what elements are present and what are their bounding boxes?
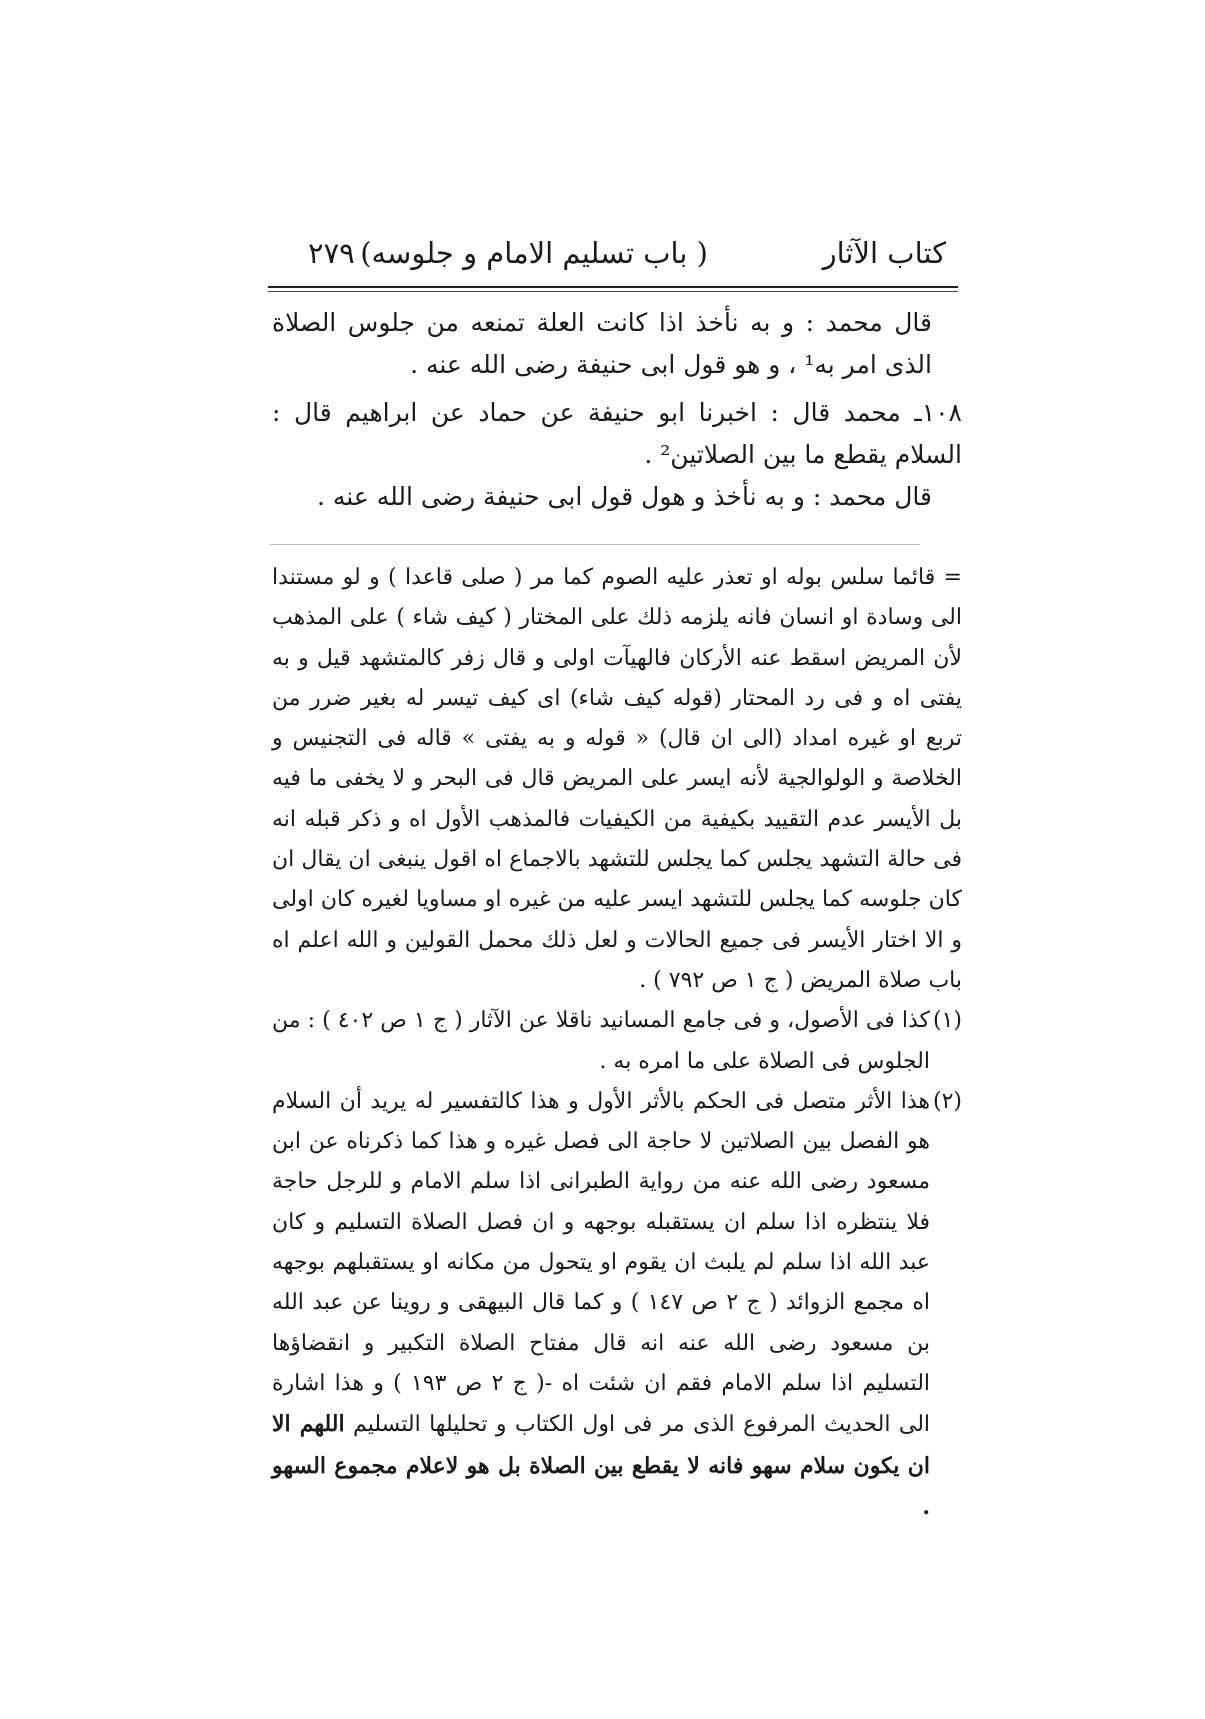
footnote-2-last-line: اللهم الا ان يكون سلام سهو فانه لا يقطع بين الصلاة بل هو لاعلام مجموع السهو . bbox=[272, 1411, 930, 1520]
footnote-2-text: هذا الأثر متصل فى الحكم بالأثر الأول و هذا كالتفسير له يريد أن السلام هو الفصل بين الصلاتين لا حاجة الى فصل غيره و هذا كما ذكرناه عن ابن مسعود رضى الله عنه من رواية الطبرانى اذا سلم الامام و للرجل حاجة فلا ينتظره اذا سلم ان يستقبله بوجهه و ان فصل الصلاة التسليم و كان عبد الله اذا سلم لم يلبث ان يقوم او يتحول من مكانه او يستقبلهم بوجهه اه مجمع الزوائد ( ج ٢ ص ١٤٧ ) و كما قال البيهقى و روينا عن عبد الله بن مسعود رضى الله عنه انه قال مفتاح الصلاة التكبير و انقضاؤها التسليم اذا سلم الامام فقم ان شئت اه -( ج ٢ ص ١٩٣ ) و هذا اشارة الى الحديث المرفوع الذى مر فى اول الكتاب و تحليلها التسليم bbox=[272, 1088, 931, 1438]
footnote-2 bbox=[272, 1082, 962, 1528]
paragraph-muhammad-statement: قال محمد : و به نأخذ اذا كانت العلة تمنعه من جلوس الصلاة الذى امر به¹ ، و هو قول ابى حنيفة رضى الله عنه . bbox=[272, 308, 932, 379]
book-title: كتاب الآثار bbox=[822, 236, 946, 270]
running-header bbox=[268, 236, 958, 284]
footnote-1 bbox=[272, 1001, 962, 1082]
footnotes bbox=[272, 558, 962, 1528]
main-text bbox=[272, 302, 962, 518]
footnote-1-number: (١) bbox=[932, 1008, 962, 1034]
footnote-divider bbox=[270, 544, 920, 545]
chapter-title: ( باب تسليم الامام و جلوسه) bbox=[360, 236, 708, 270]
footnote-1-text: كذا فى الأصول، و فى جامع المسانيد ناقلا عن الآثار ( ج ١ ص ٤٠٢ ) : من الجلوس فى الصلاة على ما امره به . bbox=[272, 1008, 930, 1074]
paragraph-muhammad-statement-2: قال محمد : و به نأخذ و هول قول ابى حنيفة رضى الله عنه . bbox=[317, 482, 932, 511]
header-rule-thin bbox=[268, 291, 958, 292]
header-rule bbox=[268, 286, 958, 288]
paragraph-athar-108: ١٠٨ـ محمد قال : اخبرنا ابو حنيفة عن حماد عن ابراهيم قال : السلام يقطع ما بين الصلاتين² . bbox=[272, 398, 962, 469]
footnote-2-number: (٢) bbox=[932, 1088, 962, 1114]
page-number: ٢٧٩ bbox=[308, 236, 355, 270]
footnote-continuation: = قائما سلس بوله او تعذر عليه الصوم كما مر ( صلى قاعدا ) و لو مستندا الى وسادة او انسان فانه يلزمه ذلك على المختار ( كيف شاء ) على المذهب لأن المريض اسقط عنه الأركان فالهيآت اولى و قال زفر كالمتشهد قيل و به يفتى اه و فى رد المحتار (قوله كيف شاء) اى كيف تيسر له بغير ضرر من تربع او غيره امداد (الى ان قال) « قوله و به يفتى » قاله فى التجنيس و الخلاصة و الولوالجية لأنه ايسر على المريض قال فى البحر و لا يخفى ما فيه بل الأيسر عدم التقييد بكيفية من الكيفيات فالمذهب الأول اه و ذكر قبله انه فى حالة التشهد يجلس كما يجلس للتشهد بالاجماع اه اقول ينبغى ان يقال ان كان جلوسه كما يجلس للتشهد ايسر عليه من غيره او مساويا لغيره كان اولى و الا اختار الأيسر فى جميع الحالات و لعل ذلك محمل القولين و الله اعلم اه باب صلاة المريض ( ج ١ ص ٧٩٢ ) . bbox=[272, 565, 962, 993]
